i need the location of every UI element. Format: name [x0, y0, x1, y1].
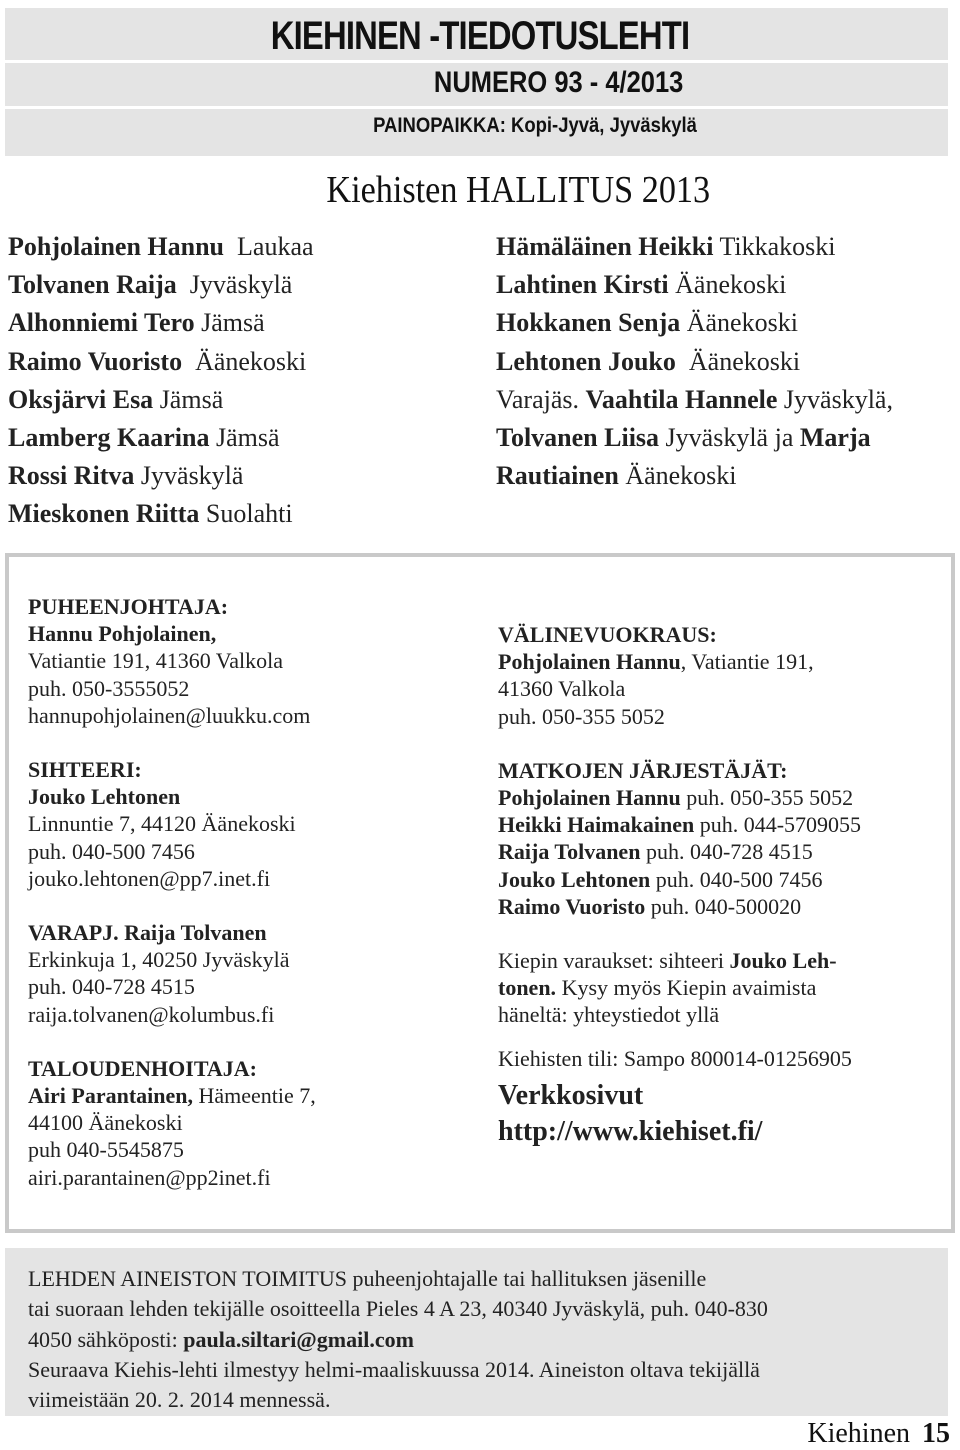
secretary-contact: SIHTEERI: Jouko Lehtonen Linnuntie 7, 44120 Äänekoski puh. 040-500 7456 jouko.lehtonen@pp7.inet.fi: [28, 756, 468, 892]
list-item: Heikki Haimakainen puh. 044-5709055: [498, 812, 862, 838]
list-item: Rossi Ritva Jyväskylä: [8, 461, 244, 491]
bank-account: Kiehisten tili: Sampo 800014-01256905: [498, 1045, 852, 1071]
list-item: Mieskonen Riitta Suolahti: [8, 499, 293, 529]
website-block: [498, 1078, 943, 1150]
vice-chair-contact: VARAPJ. Raija Tolvanen Erkinkuja 1, 40250 Jyväskylä puh. 040-728 4515 raija.tolvanen@kolumbus.fi: [28, 919, 468, 1028]
submission-info: LEHDEN AINEISTON TOIMITUS puheenjohtajalle tai hallituksen jäsenille tai suoraan lehden tekijälle osoitteella Pieles 4 A 23, 40340 Jyväskylä, puh. 040-830 4050 sähköposti: paula.siltari@gmail.com Seuraava Kiehis-lehti ilmestyy helmi-maaliskuussa 2014. Aineiston oltava tekijällä viimeistään 20. 2. 2014 mennessä.: [28, 1266, 768, 1413]
website-label: Verkkosivut: [498, 1079, 644, 1111]
publication-name: Kiehinen: [807, 1418, 910, 1449]
website-link[interactable]: http://www.kiehiset.fi/: [498, 1115, 763, 1147]
vice-chair-email[interactable]: raija.tolvanen@kolumbus.fi: [28, 1001, 275, 1027]
list-item: Pohjolainen Hannu Laukaa: [8, 232, 314, 261]
deputy-members: Varajäs. Vaahtila Hannele Jyväskylä, Tolvanen Liisa Jyväskylä ja Marja Rautiainen Äänekoski: [496, 384, 893, 491]
treasurer-email[interactable]: airi.parantainen@pp2inet.fi: [28, 1164, 271, 1190]
board-members-right: [496, 228, 956, 495]
secretary-email[interactable]: jouko.lehtonen@pp7.inet.fi: [28, 865, 271, 891]
header-divider: [5, 106, 948, 109]
list-item: Lahtinen Kirsti Äänekoski: [496, 270, 787, 300]
chair-contact: PUHEENJOHTAJA: Hannu Pohjolainen, Vatiantie 191, 41360 Valkola puh. 050-3555052 hannupohjolainen@luukku.com: [28, 593, 468, 729]
list-item: Raija Tolvanen puh. 040-728 4515: [498, 839, 813, 865]
chair-email[interactable]: hannupohjolainen@luukku.com: [28, 702, 311, 728]
list-item: Pohjolainen Hannu puh. 050-355 5052: [498, 785, 854, 811]
board-heading: Kiehisten HALLITUS 2013: [326, 169, 711, 211]
newsletter-title: KIEHINEN -TIEDOTUSLEHTI: [270, 14, 690, 58]
page-number: 15: [922, 1418, 950, 1449]
header-divider: [5, 60, 948, 63]
print-place: PAINOPAIKKA: Kopi-Jyvä, Jyväskylä: [373, 114, 697, 137]
board-members-left: [8, 228, 448, 534]
list-item: Lamberg Kaarina Jämsä: [8, 423, 280, 453]
trip-organizers: MATKOJEN JÄRJESTÄJÄT: Pohjolainen Hannu puh. 050-355 5052 Heikki Haimakainen puh. 044-5709055 Raija Tolvanen puh. 040-728 4515 Jouko Lehtonen puh. 040-500 7456 Raimo Vuoristo puh. 040-500020: [498, 757, 943, 920]
list-item: Tolvanen Raija Jyväskylä: [8, 270, 293, 300]
list-item: Raimo Vuoristo puh. 040-500020: [498, 893, 802, 919]
list-item: Lehtonen Jouko Äänekoski: [496, 346, 801, 376]
list-item: Raimo Vuoristo Äänekoski: [8, 346, 307, 376]
list-item: Hämäläinen Heikki Tikkakoski: [496, 232, 836, 261]
editor-email[interactable]: paula.siltari@gmail.com: [183, 1326, 414, 1352]
kiepi-reservations: Kiepin varaukset: sihteeri Jouko Leh- tonen. Kysy myös Kiepin avaimista häneltä: yhteystiedot yllä: [498, 948, 837, 1028]
list-item: Oksjärvi Esa Jämsä: [8, 384, 224, 414]
list-item: Hokkanen Senja Äänekoski: [496, 308, 798, 338]
list-item: Jouko Lehtonen puh. 040-500 7456: [498, 866, 823, 892]
list-item: Alhonniemi Tero Jämsä: [8, 308, 265, 338]
page-footer: [807, 1418, 950, 1450]
contacts-box: [5, 553, 955, 1233]
treasurer-contact: TALOUDENHOITAJA: Airi Parantainen, Hämeentie 7, 44100 Äänekoski puh 040-5545875 airi.parantainen@pp2inet.fi: [28, 1055, 468, 1191]
contacts-left-column: [28, 593, 468, 1191]
equipment-rental: VÄLINEVUOKRAUS: Pohjolainen Hannu, Vatiantie 191, 41360 Valkola puh. 050-355 5052: [498, 622, 814, 729]
issue-number: NUMERO 93 - 4/2013: [433, 66, 684, 99]
contacts-right-column: [498, 621, 943, 1150]
